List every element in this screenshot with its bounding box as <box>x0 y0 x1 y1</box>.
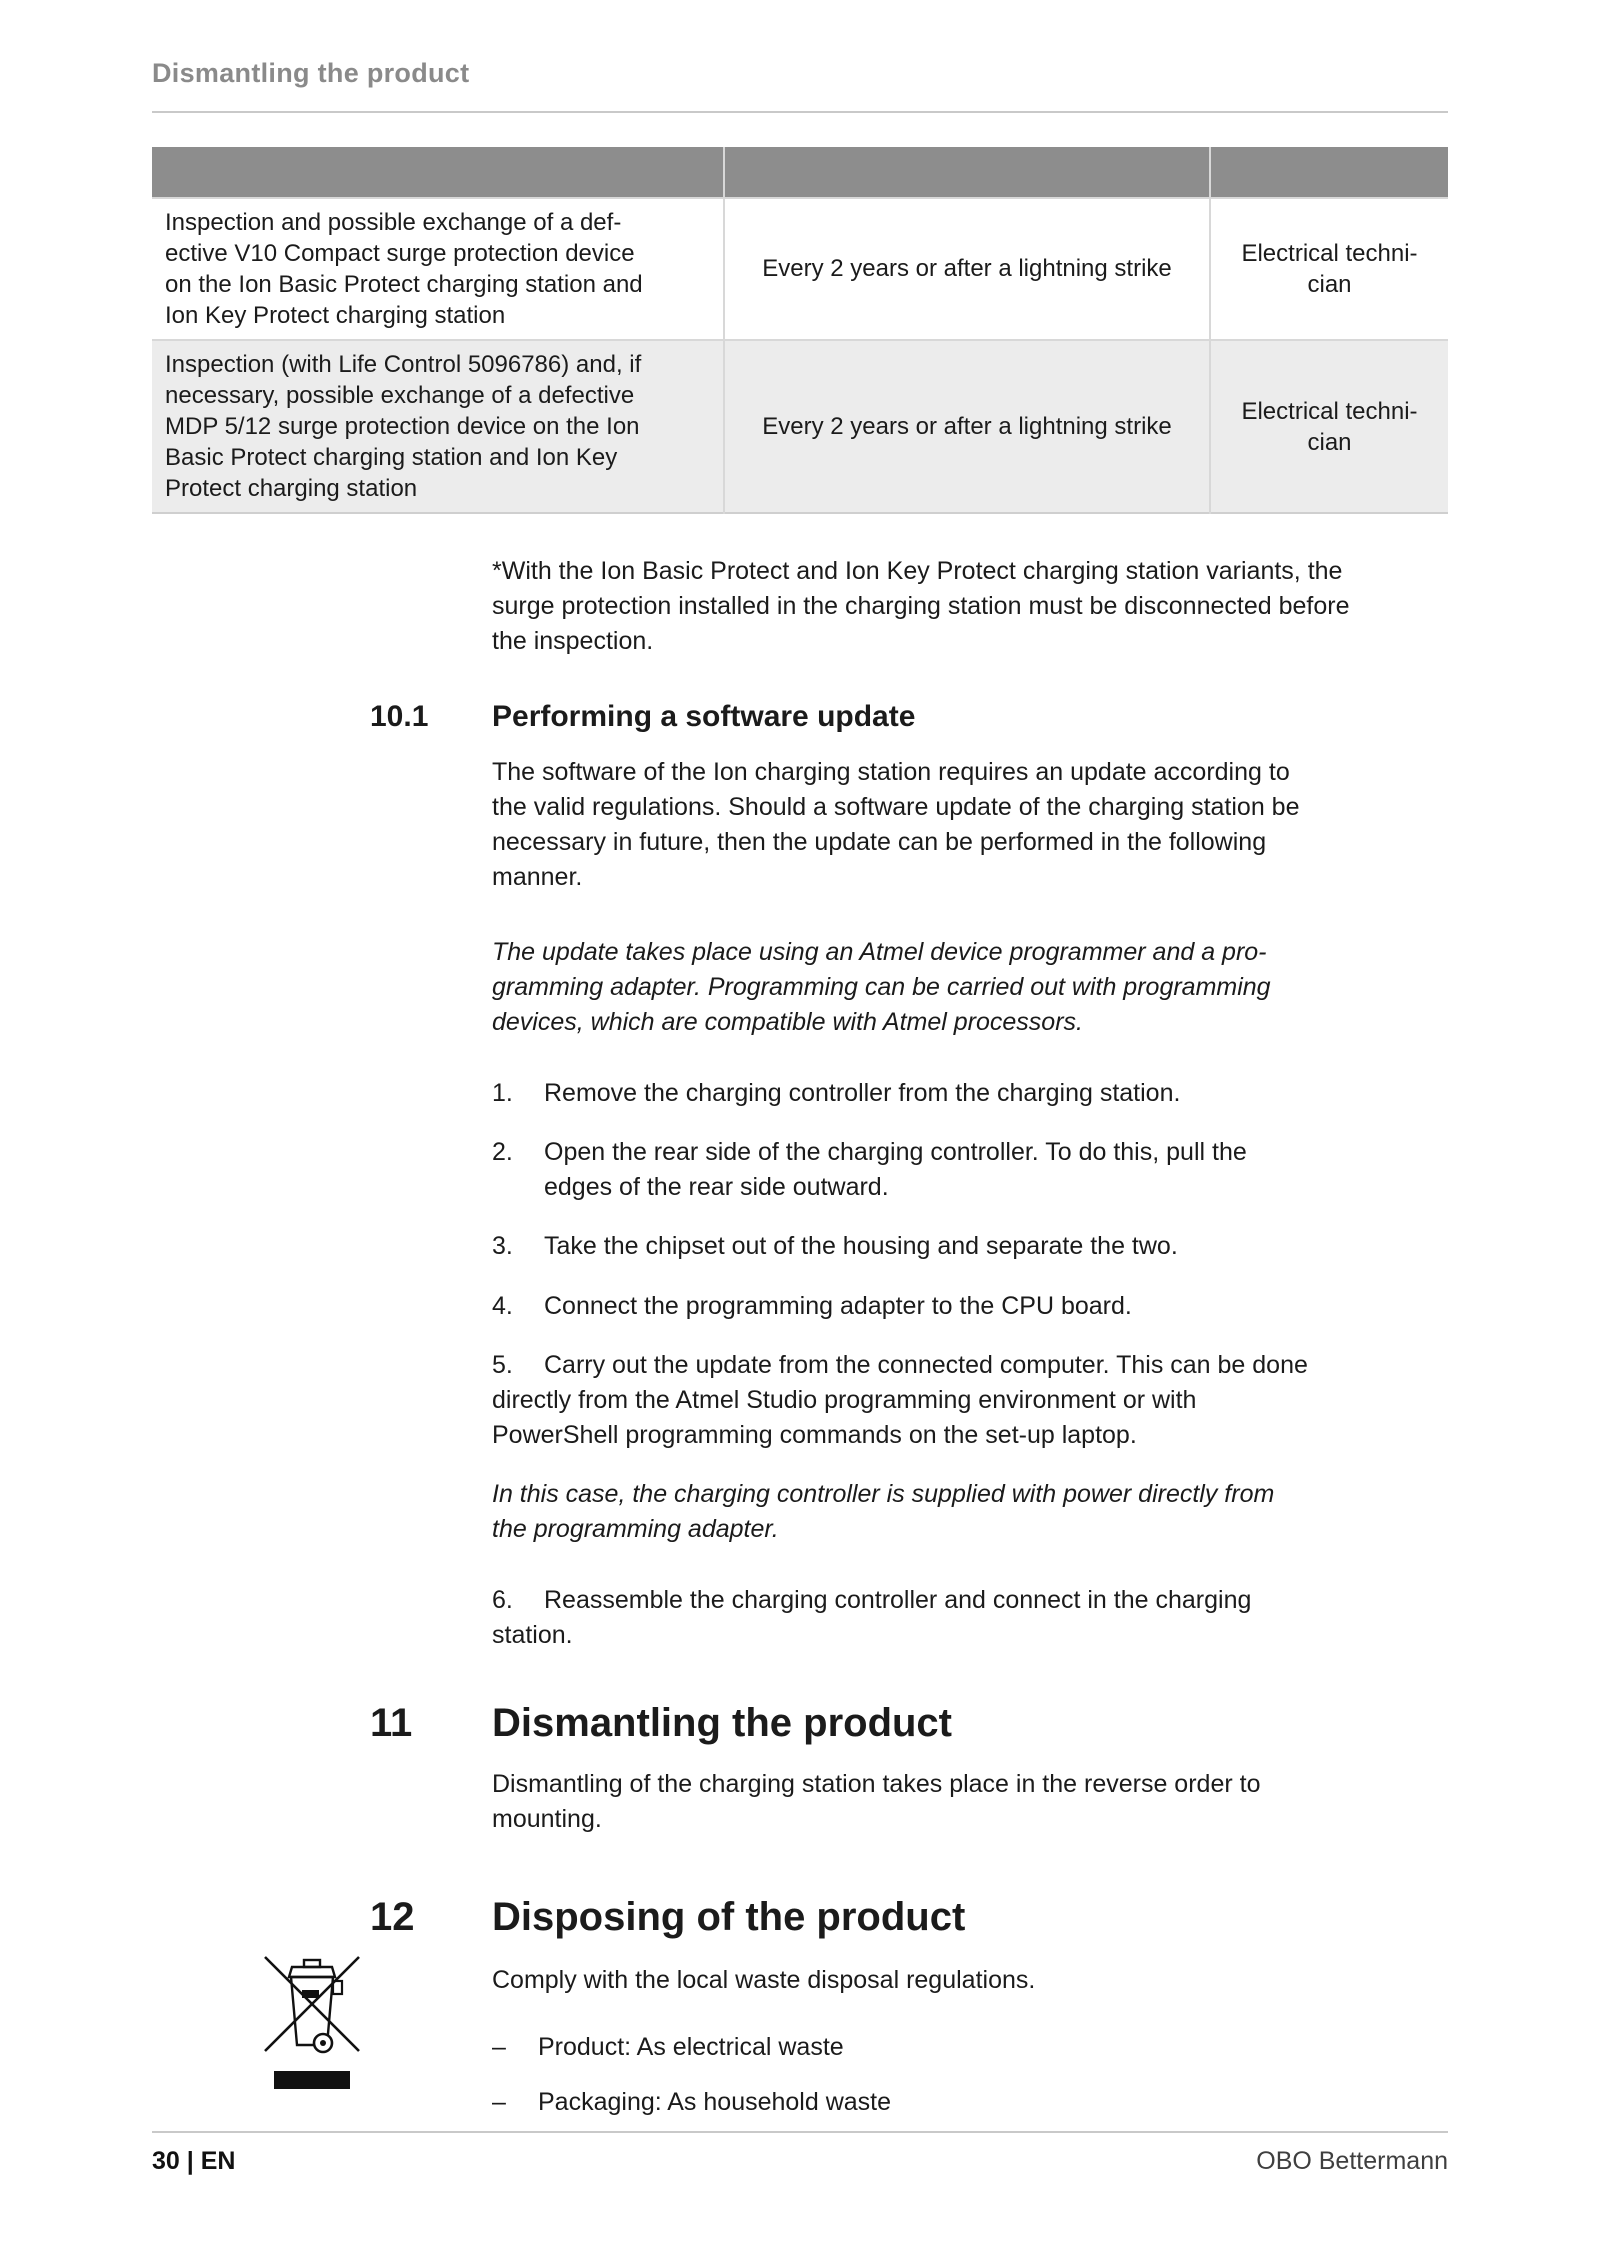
section-number: 12 <box>370 1895 415 1939</box>
weee-crossed-out-wheelie-bin-icon <box>260 1950 364 2095</box>
table-header-task <box>152 147 724 198</box>
text-line: necessary, possible exchange of a defective <box>165 382 635 409</box>
list-number: 6. <box>492 1586 513 1614</box>
bullet-dash: – <box>492 2088 506 2116</box>
text-line: ective V10 Compact surge protection device <box>165 240 635 267</box>
bullet-item <box>492 2085 1448 2120</box>
paragraph: Comply with the local waste disposal regulations. <box>492 1966 1036 1994</box>
text-line: the valid regulations. Should a software update of the charging station be <box>492 793 1300 821</box>
text-line: The software of the Ion charging station requires an update according to <box>492 758 1290 786</box>
text-line: the inspection. <box>492 627 654 655</box>
section-title: Performing a software update <box>492 700 916 733</box>
table-footnote <box>492 554 1448 659</box>
list-item-continuation: PowerShell programming commands on the set-up laptop. <box>492 1421 1137 1449</box>
text-line: Product: As electrical waste <box>538 2033 844 2061</box>
text-line: mounting. <box>492 1805 602 1833</box>
interval-cell: Every 2 years or after a lightning strike <box>724 340 1210 513</box>
text-line: devices, which are compatible with Atmel processors. <box>492 1008 1083 1036</box>
list-number: 5. <box>492 1351 513 1379</box>
text-line: Protect charging station <box>165 475 418 502</box>
text-line: Remove the charging controller from the charging station. <box>544 1079 1181 1107</box>
company-name: OBO Bettermann <box>1256 2147 1448 2175</box>
text-line: cian <box>1307 428 1352 456</box>
text-line: Basic Protect charging station and Ion Key <box>165 444 618 471</box>
task-cell <box>152 198 724 340</box>
list-item <box>492 1583 1448 1618</box>
paragraph <box>492 755 1448 895</box>
text-line: the programming adapter. <box>492 1515 779 1543</box>
text-line: *With the Ion Basic Protect and Ion Key Protect charging station variants, the <box>492 557 1343 585</box>
list-number: 2. <box>492 1138 513 1166</box>
page-footer <box>152 2131 1448 2176</box>
person-cell <box>1210 198 1448 340</box>
interval-cell: Every 2 years or after a lightning strike <box>724 198 1210 340</box>
text-line: Take the chipset out of the housing and separate the two. <box>544 1232 1178 1260</box>
text-line: Inspection and possible exchange of a def- <box>165 209 622 236</box>
bullet-dash: – <box>492 2033 506 2061</box>
text-line: Open the rear side of the charging controller. To do this, pull the <box>544 1138 1247 1166</box>
text-line: gramming adapter. Programming can be carried out with programming <box>492 973 1271 1001</box>
section-title: Disposing of the product <box>492 1895 966 1939</box>
list-item <box>492 1076 1448 1111</box>
section-heading-10-1 <box>370 699 1448 735</box>
task-cell <box>152 340 724 513</box>
section-heading-11 <box>370 1699 1448 1747</box>
text-line: necessary in future, then the update can be performed in the following <box>492 828 1267 856</box>
text-line: The update takes place using an Atmel device programmer and a pro- <box>492 938 1267 966</box>
text-line: Electrical techni- <box>1241 240 1418 267</box>
section-heading-12 <box>370 1893 1448 1941</box>
text-line: Packaging: As household waste <box>538 2088 892 2116</box>
table-header-person <box>1210 147 1448 198</box>
list-item-continuation: directly from the Atmel Studio programming environment or with <box>492 1386 1197 1414</box>
running-header-title: Dismantling the product <box>152 58 470 88</box>
text-line: Connect the programming adapter to the CPU board. <box>544 1292 1132 1320</box>
header-rule <box>152 111 1448 113</box>
table-header-row <box>152 147 1448 198</box>
italic-note <box>492 1477 1448 1547</box>
bullet-item <box>492 2030 1448 2065</box>
table-header-interval <box>724 147 1210 198</box>
list-number: 1. <box>492 1079 513 1107</box>
paragraph <box>492 1767 1448 1837</box>
list-item-continuation: station. <box>492 1621 573 1649</box>
text-line: Dismantling of the charging station takes place in the reverse order to <box>492 1770 1261 1798</box>
list-item <box>492 1348 1448 1383</box>
person-cell <box>1210 340 1448 513</box>
section-number: 10.1 <box>370 700 429 733</box>
list-item <box>492 1229 1448 1264</box>
italic-note <box>492 935 1448 1040</box>
table-row <box>152 340 1448 513</box>
text-line: Electrical techni- <box>1241 397 1418 425</box>
list-item-continuation: edges of the rear side outward. <box>544 1173 889 1201</box>
list-number: 3. <box>492 1232 513 1260</box>
section-title: Dismantling the product <box>492 1701 952 1745</box>
text-line: Carry out the update from the connected computer. This can be done <box>544 1351 1308 1379</box>
maintenance-table <box>152 147 1448 514</box>
text-line: Ion Key Protect charging station <box>165 302 506 329</box>
text-line: surge protection installed in the charging station must be disconnected before <box>492 592 1350 620</box>
page-number: 30 | EN <box>152 2147 236 2175</box>
list-item <box>492 1135 1448 1170</box>
list-item <box>492 1289 1448 1324</box>
text-line: Reassemble the charging controller and connect in the charging <box>544 1586 1252 1614</box>
text-line: cian <box>1307 271 1352 298</box>
text-line: MDP 5/12 surge protection device on the Ion <box>165 413 640 440</box>
text-line: manner. <box>492 863 583 891</box>
table-row <box>152 198 1448 340</box>
text-line: In this case, the charging controller is supplied with power directly from <box>492 1480 1275 1508</box>
text-line: Inspection (with Life Control 5096786) and, if <box>165 351 642 378</box>
text-line: on the Ion Basic Protect charging station and <box>165 271 643 298</box>
section-number: 11 <box>370 1701 413 1745</box>
list-number: 4. <box>492 1292 513 1320</box>
